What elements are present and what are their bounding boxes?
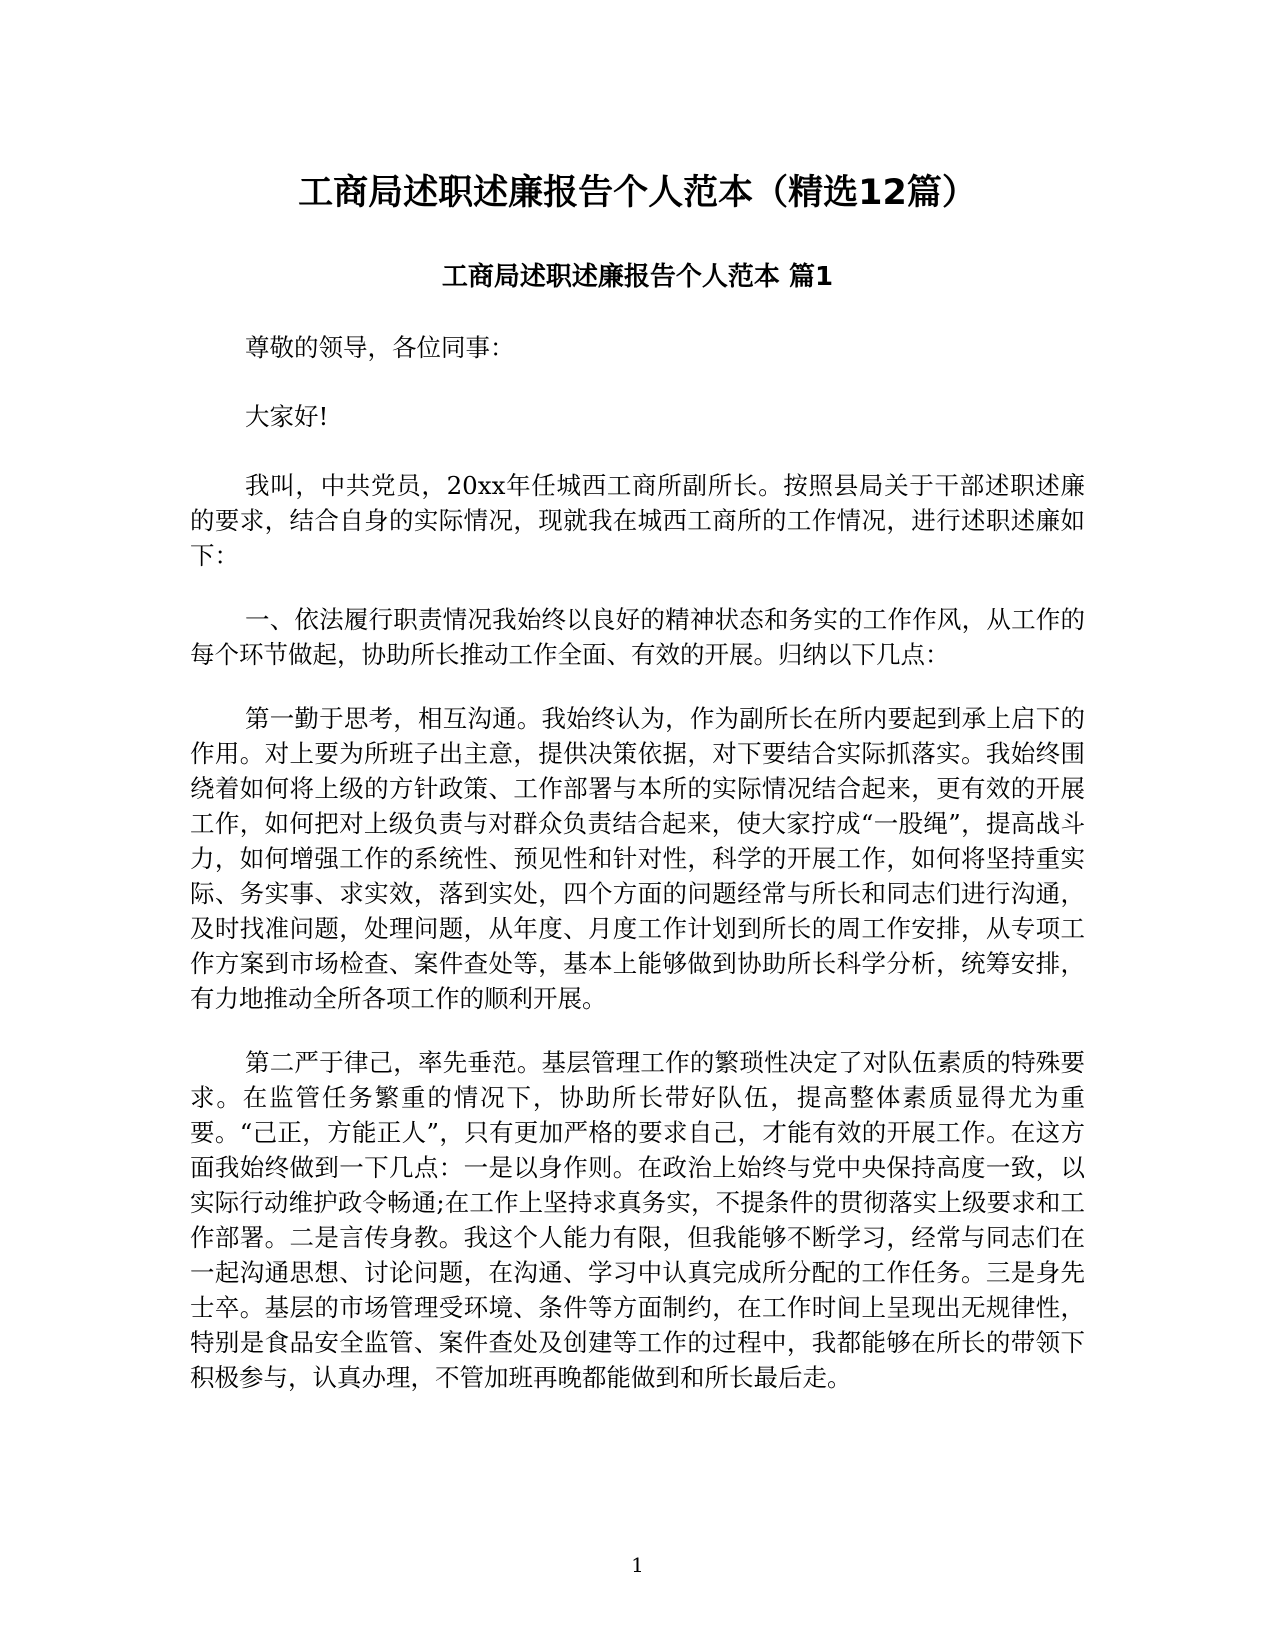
paragraph-point-two: 第二严于律己，率先垂范。基层管理工作的繁琐性决定了对队伍素质的特殊要求。在监管任务繁重的情况下，协助所长带好队伍，提高整体素质显得尤为重要。“己正，方能正人”，只有更加严格的要求自己，才能有效的开展工作。在这方面我始终做到一下几点：一是以身作则。在政治上始终与党中央保持高度一致，以实际行动维护政令畅通;在工作上坚持求真务实，不提条件的贯彻落实上级要求和工作部署。二是言传身教。我这个人能力有限，但我能够不断学习，经常与同志们在一起沟通思想、讨论问题，在沟通、学习中认真完成所分配的工作任务。三是身先士卒。基层的市场管理受环境、条件等方面制约，在工作时间上呈现出无规律性，特别是食品安全监管、案件查处及创建等工作的过程中，我都能够在所长的带领下积极参与，认真办理，不管加班再晚都能做到和所长最后走。 [190,1048,1085,1392]
paragraph-duties-overview: 一、依法履行职责情况我始终以良好的精神状态和务实的工作作风，从工作的每个环节做起，协助所长推动工作全面、有效的开展。归纳以下几点： [190,605,1085,669]
paragraph-point-one: 第一勤于思考，相互沟通。我始终认为，作为副所长在所内要起到承上启下的作用。对上要为所班子出主意，提供决策依据，对下要结合实际抓落实。我始终围绕着如何将上级的方针政策、工作部署与本所的实际情况结合起来，更有效的开展工作，如何把对上级负责与对群众负责结合起来，使大家拧成“一股绳”，提高战斗力，如何增强工作的系统性、预见性和针对性，科学的开展工作，如何将坚持重实际、务实事、求实效，落到实处，四个方面的问题经常与所长和同志们进行沟通，及时找准问题，处理问题，从年度、月度工作计划到所长的周工作安排，从专项工作方案到市场检查、案件查处等，基本上能够做到协助所长科学分析，统筹安排，有力地推动全所各项工作的顺利开展。 [190,704,1085,1013]
document-title: 工商局述职述廉报告个人范本（精选12篇） [298,173,977,213]
document-body [190,330,1085,1424]
section-title: 工商局述职述廉报告个人范本 篇1 [441,262,834,292]
paragraph-salutation: 尊敬的领导，各位同事： [245,333,515,362]
page-number: 1 [631,1553,644,1577]
paragraph-greeting: 大家好! [245,402,329,431]
paragraph-introduction: 我叫，中共党员，20xx年任城西工商所副所长。按照县局关于干部述职述廉的要求，结合自身的实际情况，现就我在城西工商所的工作情况，进行述职述廉如下： [190,471,1085,570]
